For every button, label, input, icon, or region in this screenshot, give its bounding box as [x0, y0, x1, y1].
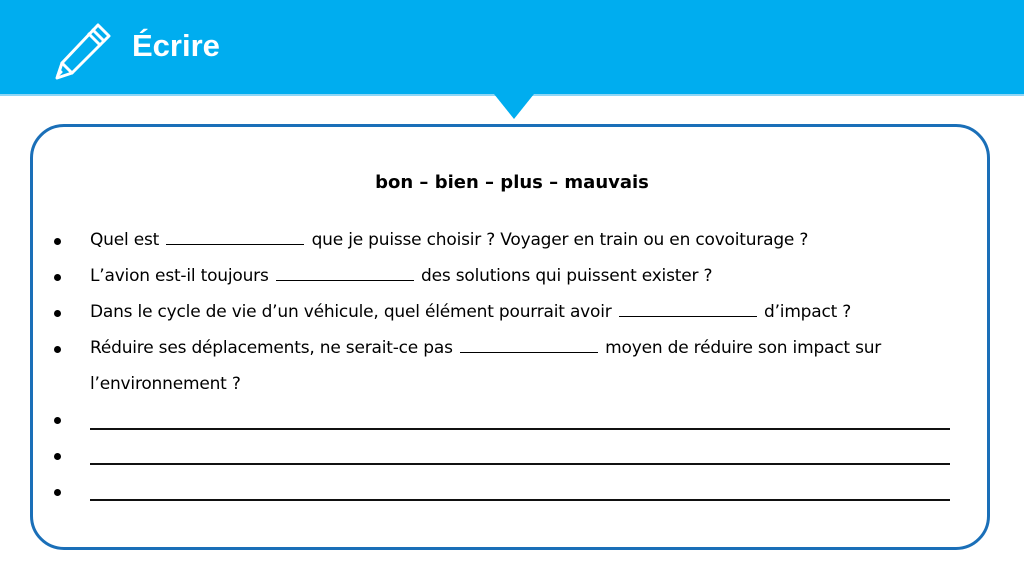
exercise-item-1	[90, 230, 808, 250]
item-text: que je puisse choisir ? Voyager en train ou en covoiturage ?	[311, 230, 809, 250]
answer-line[interactable]	[90, 499, 950, 501]
bullet	[54, 417, 61, 424]
bullet	[54, 274, 61, 281]
item-text: Réduire ses déplacements, ne serait-ce pas	[90, 338, 453, 358]
pencil-icon	[52, 20, 114, 82]
item-text: moyen de réduire son impact sur	[605, 338, 882, 358]
bullet	[54, 346, 61, 353]
exercise-item-2	[90, 266, 712, 286]
answer-blank[interactable]	[619, 302, 757, 317]
exercise-item-4-continuation: l’environnement ?	[90, 374, 241, 394]
bullet	[54, 238, 61, 245]
item-text: des solutions qui puissent exister ?	[421, 266, 713, 286]
exercise-item-3	[90, 302, 851, 322]
bullet	[54, 310, 61, 317]
answer-blank[interactable]	[166, 230, 304, 245]
item-text: L’avion est-il toujours	[90, 266, 269, 286]
bullet	[54, 453, 61, 460]
item-text: Dans le cycle de vie d’un véhicule, quel élément pourrait avoir	[90, 302, 612, 322]
item-text: d’impact ?	[764, 302, 852, 322]
item-text: Quel est	[90, 230, 160, 250]
answer-blank[interactable]	[276, 266, 414, 281]
exercise-item-4	[90, 338, 881, 358]
page-title: Écrire	[132, 28, 220, 63]
answer-line[interactable]	[90, 428, 950, 430]
header-pointer	[494, 94, 534, 119]
answer-line[interactable]	[90, 463, 950, 465]
answer-blank[interactable]	[460, 338, 598, 353]
bullet	[54, 489, 61, 496]
word-bank: bon – bien – plus – mauvais	[375, 172, 649, 193]
